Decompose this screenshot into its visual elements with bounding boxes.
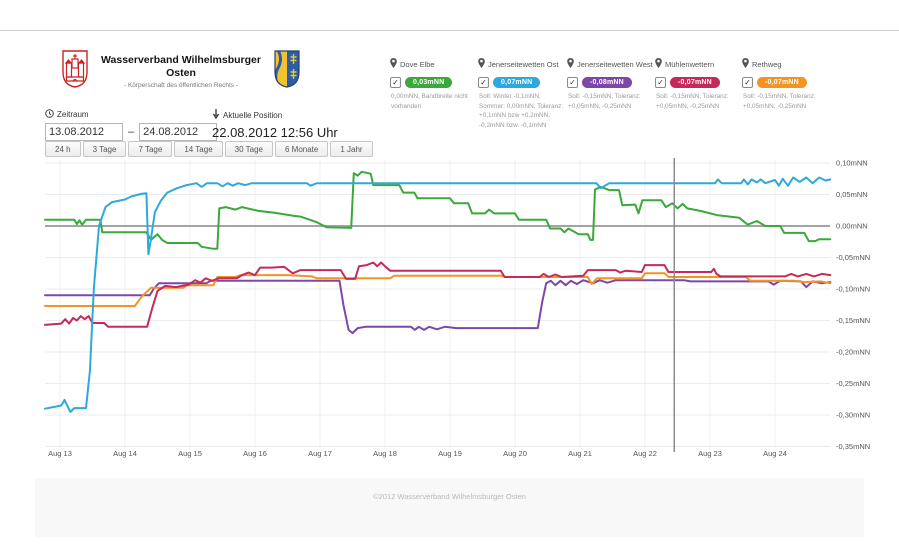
range-button-6-monate[interactable]: 6 Monate: [275, 141, 328, 157]
top-divider: [0, 30, 899, 31]
station-card: [390, 55, 476, 111]
x-axis-label: Aug 13: [48, 449, 72, 458]
x-axis-label: Aug 16: [243, 449, 267, 458]
y-axis-label: -0,10mNN: [836, 284, 871, 294]
station-name: Dove Elbe: [400, 59, 435, 69]
y-axis-label: 0,05mNN: [836, 190, 868, 199]
arrow-down-icon: [212, 109, 220, 121]
station-badge: 0,07mNN: [493, 77, 540, 88]
x-axis-label: Aug 15: [178, 449, 202, 458]
location-pin-icon: [655, 55, 662, 73]
y-axis-label: -0,35mNN: [836, 442, 871, 451]
station-description: 0,00mNN, Bandbreite nicht vorhanden: [391, 93, 468, 110]
location-pin-icon: [478, 55, 485, 73]
station-badge: 0,03mNN: [405, 77, 452, 88]
range-button-7-tage[interactable]: 7 Tage: [128, 141, 172, 157]
y-axis-label: 0,00mNN: [836, 221, 868, 231]
range-button-14-tage[interactable]: 14 Tage: [174, 141, 222, 157]
x-axis-label: Aug 19: [438, 449, 462, 458]
location-pin-icon: [742, 55, 749, 73]
footer: [35, 478, 864, 537]
x-axis-label: Aug 14: [113, 449, 137, 458]
station-checkbox[interactable]: ✓: [478, 77, 489, 88]
y-axis-label: -0,15mNN: [836, 316, 871, 325]
y-axis-label: -0,05mNN: [836, 253, 871, 262]
date-range-separator: –: [128, 126, 135, 138]
station-description: Soll: Winter -0,1mNN, Sommer: 0,00mNN, Toleranz: +0,1mNN bzw +0,2mNN, -0,2mNN bzw. -0,1mNN: [479, 93, 564, 129]
station-badge: -0,08mNN: [582, 77, 632, 88]
y-axis-label: -0,25mNN: [836, 379, 871, 388]
station-badge: -0,07mNN: [757, 77, 807, 88]
station-name: Rethweg: [752, 59, 782, 69]
series-line-jenerseitewetten-ost: [45, 178, 830, 412]
x-axis-label: Aug 24: [763, 449, 787, 458]
station-checkbox[interactable]: ✓: [742, 77, 753, 88]
range-button-3-tage[interactable]: 3 Tage: [83, 141, 127, 157]
water-level-chart[interactable]: [0, 155, 899, 467]
y-axis-label: -0,30mNN: [836, 410, 871, 420]
zeitraum-block: [45, 109, 217, 141]
wilhelmsburg-coat-of-arms-icon: [274, 50, 300, 93]
station-card: [478, 55, 564, 130]
x-axis-label: Aug 18: [373, 449, 397, 458]
date-from-input[interactable]: [45, 123, 123, 141]
aktuelle-position-block: [212, 109, 338, 140]
range-button-1-jahr[interactable]: 1 Jahr: [330, 141, 372, 157]
station-description: Soll: -0,15mNN, Toleranz: +0,05mNN, -0,25mNN: [568, 93, 641, 110]
clock-icon: [45, 109, 54, 120]
x-axis-label: Aug 17: [308, 449, 332, 458]
org-title: Wasserverband Wilhelmsburger Osten: [101, 54, 261, 79]
x-axis-label: Aug 21: [568, 449, 592, 458]
org-subtitle: - Körperschaft des öffentlichen Rechts -: [123, 81, 239, 89]
station-card: [742, 55, 828, 111]
date-to-input[interactable]: [139, 123, 217, 141]
series-line-muehlenwettern: [45, 263, 830, 327]
chart-svg: [0, 155, 899, 467]
x-axis-label: Aug 23: [698, 449, 722, 458]
y-axis-label: 0,10mNN: [836, 158, 868, 168]
station-description: Soll: -0,15mNN, Toleranz: +0,05mNN, -0,25mNN: [656, 93, 729, 110]
station-card: [655, 55, 741, 111]
station-name: Jenerseitewetten Ost: [488, 59, 559, 69]
series-line-rethweg: [45, 273, 830, 306]
y-axis-label: -0,20mNN: [836, 347, 871, 357]
station-badge: -0,07mNN: [670, 77, 720, 88]
location-pin-icon: [567, 55, 574, 73]
zeitraum-label: Zeitraum: [57, 110, 89, 119]
location-pin-icon: [390, 55, 397, 73]
copyright-text: ©2012 Wasserverband Wilhelmsburger Osten: [373, 492, 526, 501]
station-checkbox[interactable]: ✓: [567, 77, 578, 88]
hamburg-coat-of-arms-icon: [62, 50, 88, 93]
station-name: Jenerseitewetten West: [577, 59, 653, 69]
range-button-24h[interactable]: 24 h: [45, 141, 81, 157]
x-axis-label: Aug 22: [633, 449, 657, 458]
position-label: Aktuelle Position: [223, 110, 283, 120]
station-description: Soll: -0,15mNN, Toleranz: +0,05mNN, -0,25mNN: [743, 93, 816, 110]
station-card: [567, 55, 653, 111]
station-checkbox[interactable]: ✓: [390, 77, 401, 88]
x-axis-label: Aug 20: [503, 449, 527, 458]
station-checkbox[interactable]: ✓: [655, 77, 666, 88]
range-button-30-tage[interactable]: 30 Tage: [225, 141, 273, 157]
position-value: 22.08.2012 12:56 Uhr: [212, 125, 338, 140]
org-header: [62, 50, 300, 93]
station-name: Mühlenwettern: [665, 59, 715, 69]
